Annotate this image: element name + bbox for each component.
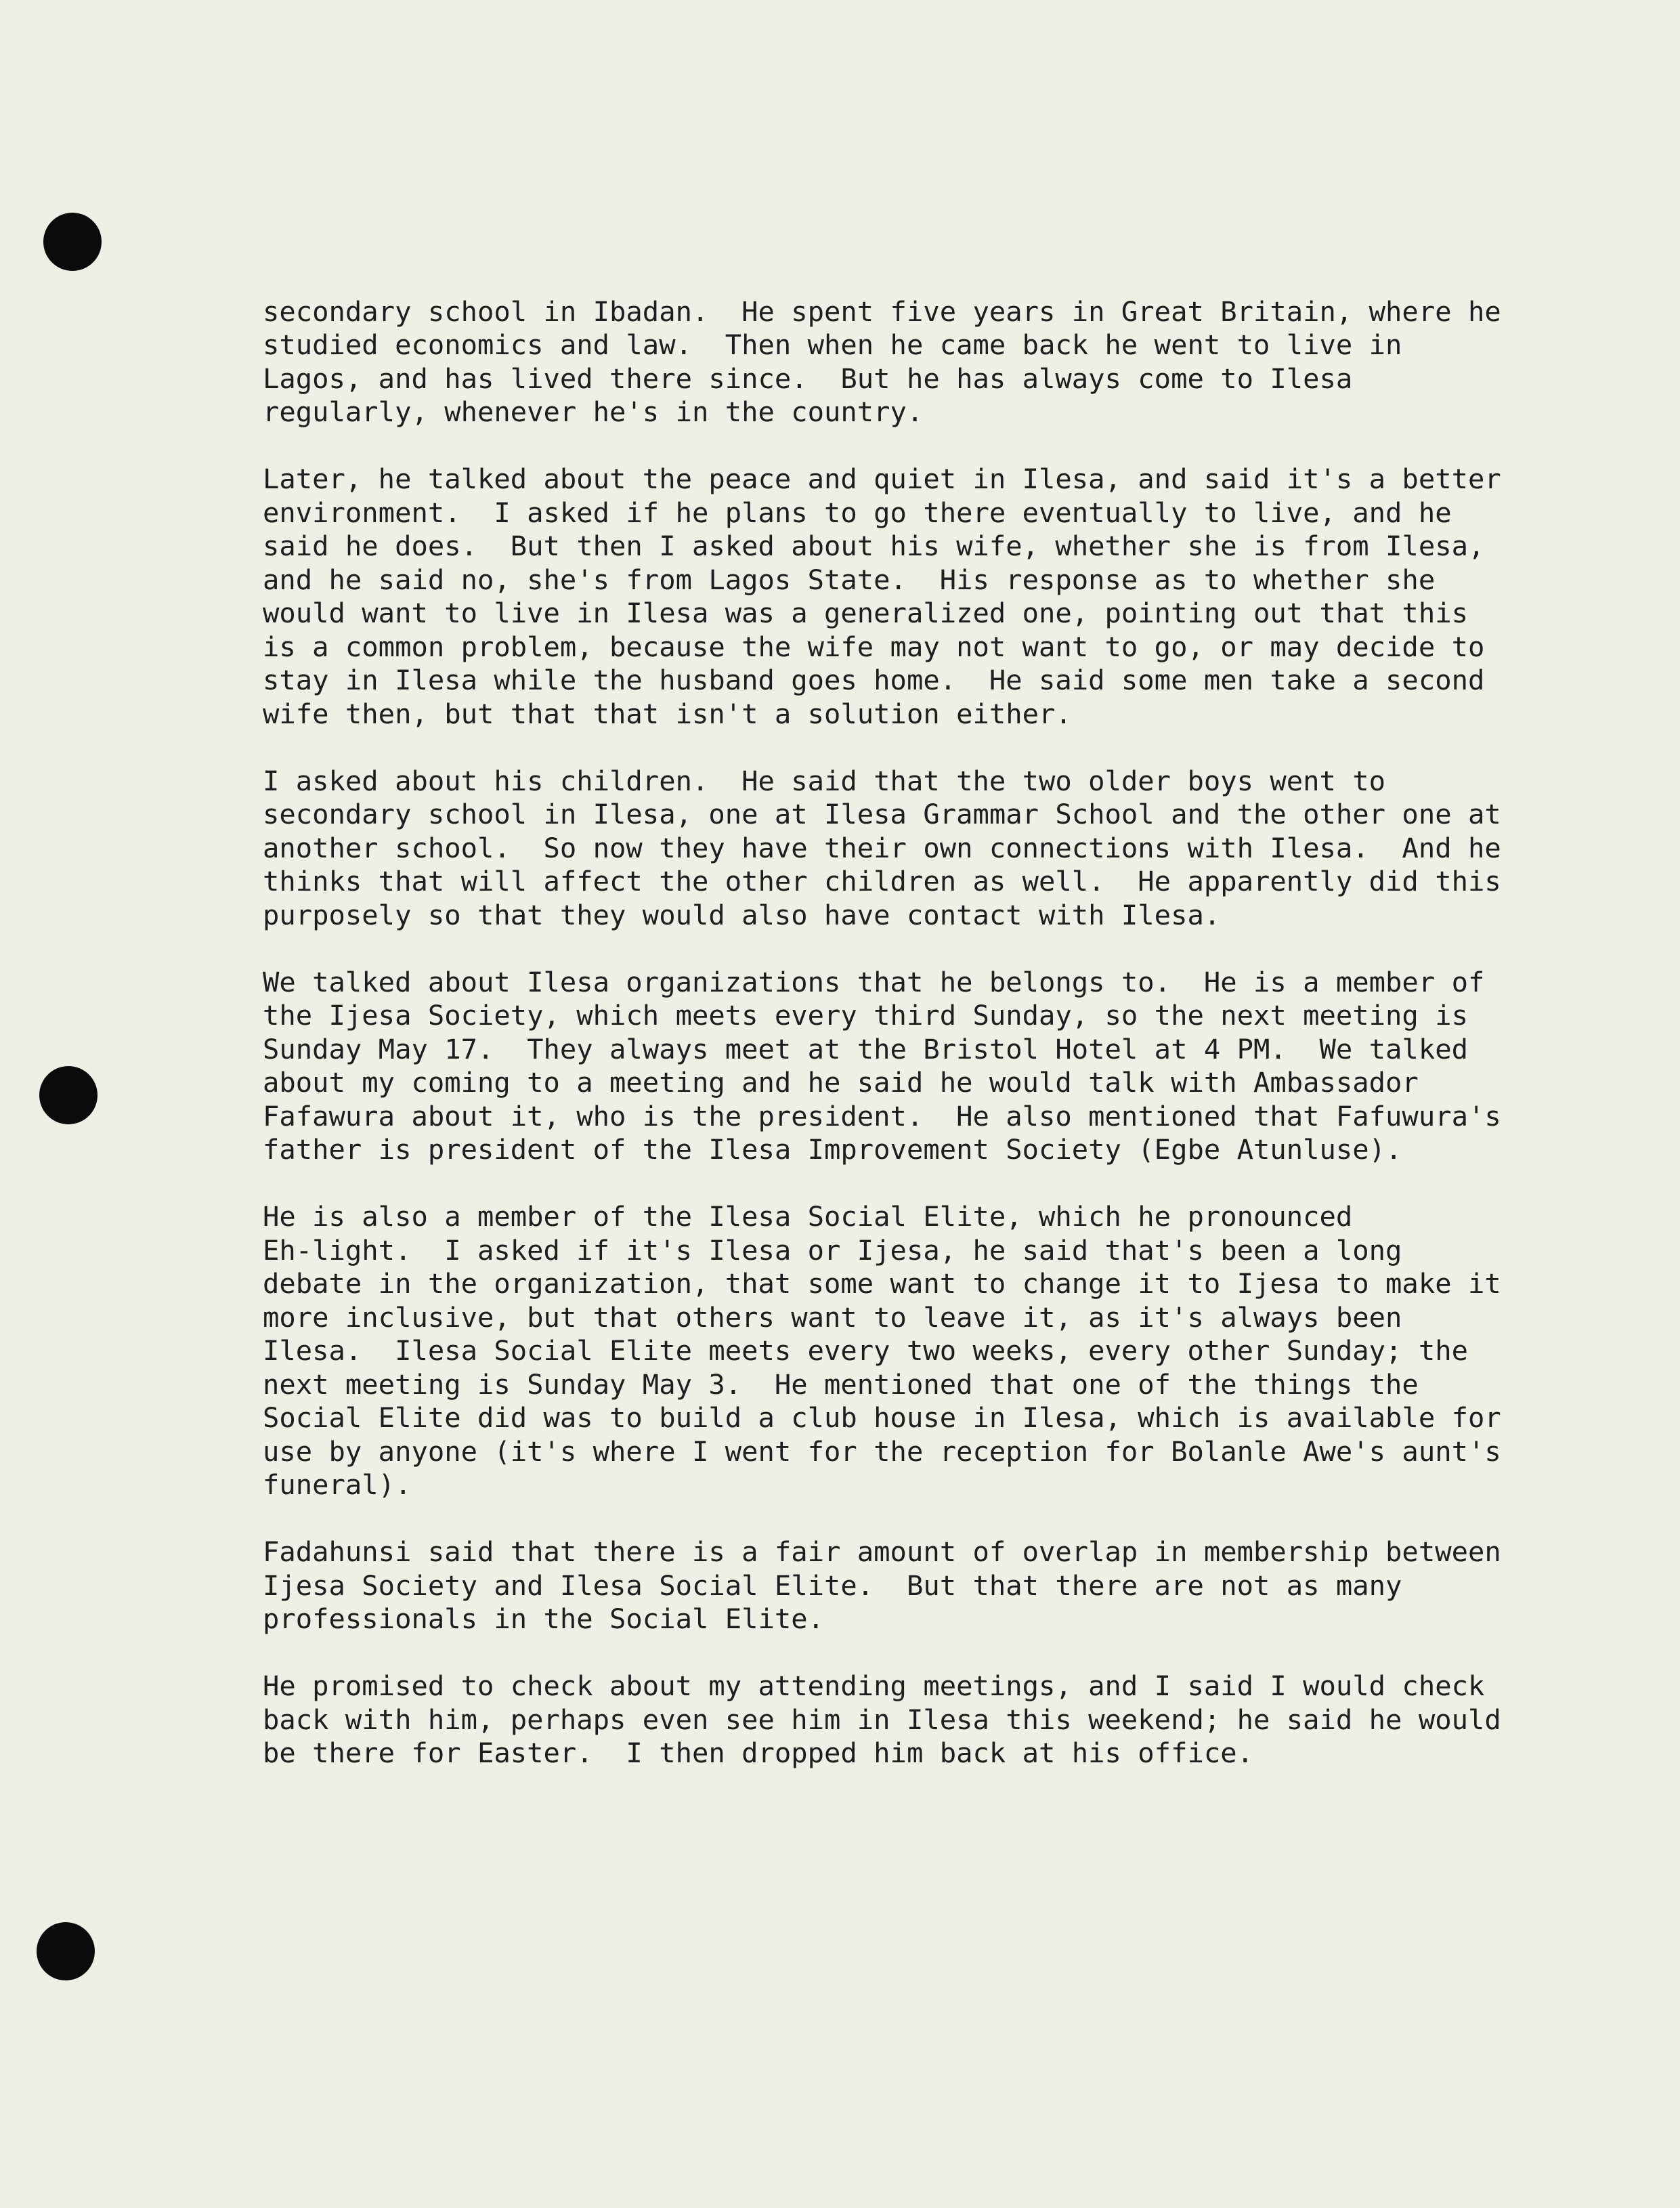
text-line: purposely so that they would also have contact with Ilesa. <box>263 898 1221 931</box>
paragraph-2 <box>263 463 1631 731</box>
text-line: stay in Ilesa while the husband goes home. He said some men take a second <box>263 664 1485 696</box>
typed-text-body <box>263 261 1631 1804</box>
text-line: said he does. But then I asked about his wife, whether she is from Ilesa, <box>263 530 1485 562</box>
text-line: back with him, perhaps even see him in Ilesa this weekend; he said he would <box>263 1703 1501 1736</box>
text-line: He is also a member of the Ilesa Social Elite, which he pronounced <box>263 1200 1353 1233</box>
text-line: debate in the organization, that some want to change it to Ijesa to make it <box>263 1267 1501 1300</box>
text-line: be there for Easter. I then dropped him back at his office. <box>263 1737 1253 1769</box>
text-line: wife then, but that that isn't a solution either. <box>263 697 1072 730</box>
text-line: the Ijesa Society, which meets every third Sunday, so the next meeting is <box>263 999 1468 1032</box>
text-line: He promised to check about my attending meetings, and I said I would check <box>263 1670 1485 1702</box>
text-line: secondary school in Ibadan. He spent five years in Great Britain, where he <box>263 295 1501 328</box>
text-line: environment. I asked if he plans to go there eventually to live, and he <box>263 496 1452 529</box>
text-line: use by anyone (it's where I went for the reception for Bolanle Awe's aunt's <box>263 1435 1501 1468</box>
text-line: Later, he talked about the peace and quiet in Ilesa, and said it's a better <box>263 463 1501 495</box>
text-line: thinks that will affect the other children as well. He apparently did this <box>263 865 1501 897</box>
text-line: and he said no, she's from Lagos State. His response as to whether she <box>263 563 1436 596</box>
punch-hole-top <box>43 213 102 271</box>
text-line: funeral). <box>263 1468 412 1501</box>
paragraph-4 <box>263 966 1631 1167</box>
text-line: Lagos, and has lived there since. But he has always come to Ilesa <box>263 362 1353 395</box>
paragraph-3 <box>263 765 1631 933</box>
text-line: Social Elite did was to build a club house in Ilesa, which is available for <box>263 1401 1501 1434</box>
text-line: Sunday May 17. They always meet at the Bristol Hotel at 4 PM. We talked <box>263 1032 1468 1065</box>
text-line: We talked about Ilesa organizations that he belongs to. He is a member of <box>263 965 1485 998</box>
text-line: Eh-light. I asked if it's Ilesa or Ijesa, he said that's been a long <box>263 1233 1402 1267</box>
text-line: secondary school in Ilesa, one at Ilesa Grammar School and the other one at <box>263 798 1501 830</box>
text-line: another school. So now they have their own connections with Ilesa. And he <box>263 831 1501 864</box>
paragraph-7 <box>263 1670 1631 1770</box>
text-line: professionals in the Social Elite. <box>263 1602 825 1635</box>
paragraph-1 <box>263 261 1631 429</box>
text-line: Fadahunsi said that there is a fair amount of overlap in membership between <box>263 1535 1501 1568</box>
text-line: next meeting is Sunday May 3. He mentioned that one of the things the <box>263 1367 1419 1401</box>
punch-hole-middle <box>39 1066 98 1124</box>
text-line: regularly, whenever he's in the country. <box>263 396 924 428</box>
text-line: would want to live in Ilesa was a generalized one, pointing out that this <box>263 597 1468 629</box>
text-line: Fafawura about it, who is the president. He also mentioned that Fafuwura's <box>263 1099 1501 1132</box>
paragraph-6 <box>263 1535 1631 1636</box>
text-line: Ijesa Society and Ilesa Social Elite. But that there are not as many <box>263 1569 1402 1602</box>
paragraph-5 <box>263 1200 1631 1502</box>
punch-hole-bottom <box>37 1922 95 1980</box>
text-line: is a common problem, because the wife may not want to go, or may decide to <box>263 630 1485 663</box>
text-line: studied economics and law. Then when he came back he went to live in <box>263 328 1402 361</box>
text-line: Ilesa. Ilesa Social Elite meets every two weeks, every other Sunday; the <box>263 1334 1468 1367</box>
text-line: I asked about his children. He said that the two older boys went to <box>263 764 1386 797</box>
text-line: about my coming to a meeting and he said he would talk with Ambassador <box>263 1066 1419 1099</box>
text-line: more inclusive, but that others want to leave it, as it's always been <box>263 1300 1402 1334</box>
text-line: father is president of the Ilesa Improvement Society (Egbe Atunluse). <box>263 1133 1402 1166</box>
